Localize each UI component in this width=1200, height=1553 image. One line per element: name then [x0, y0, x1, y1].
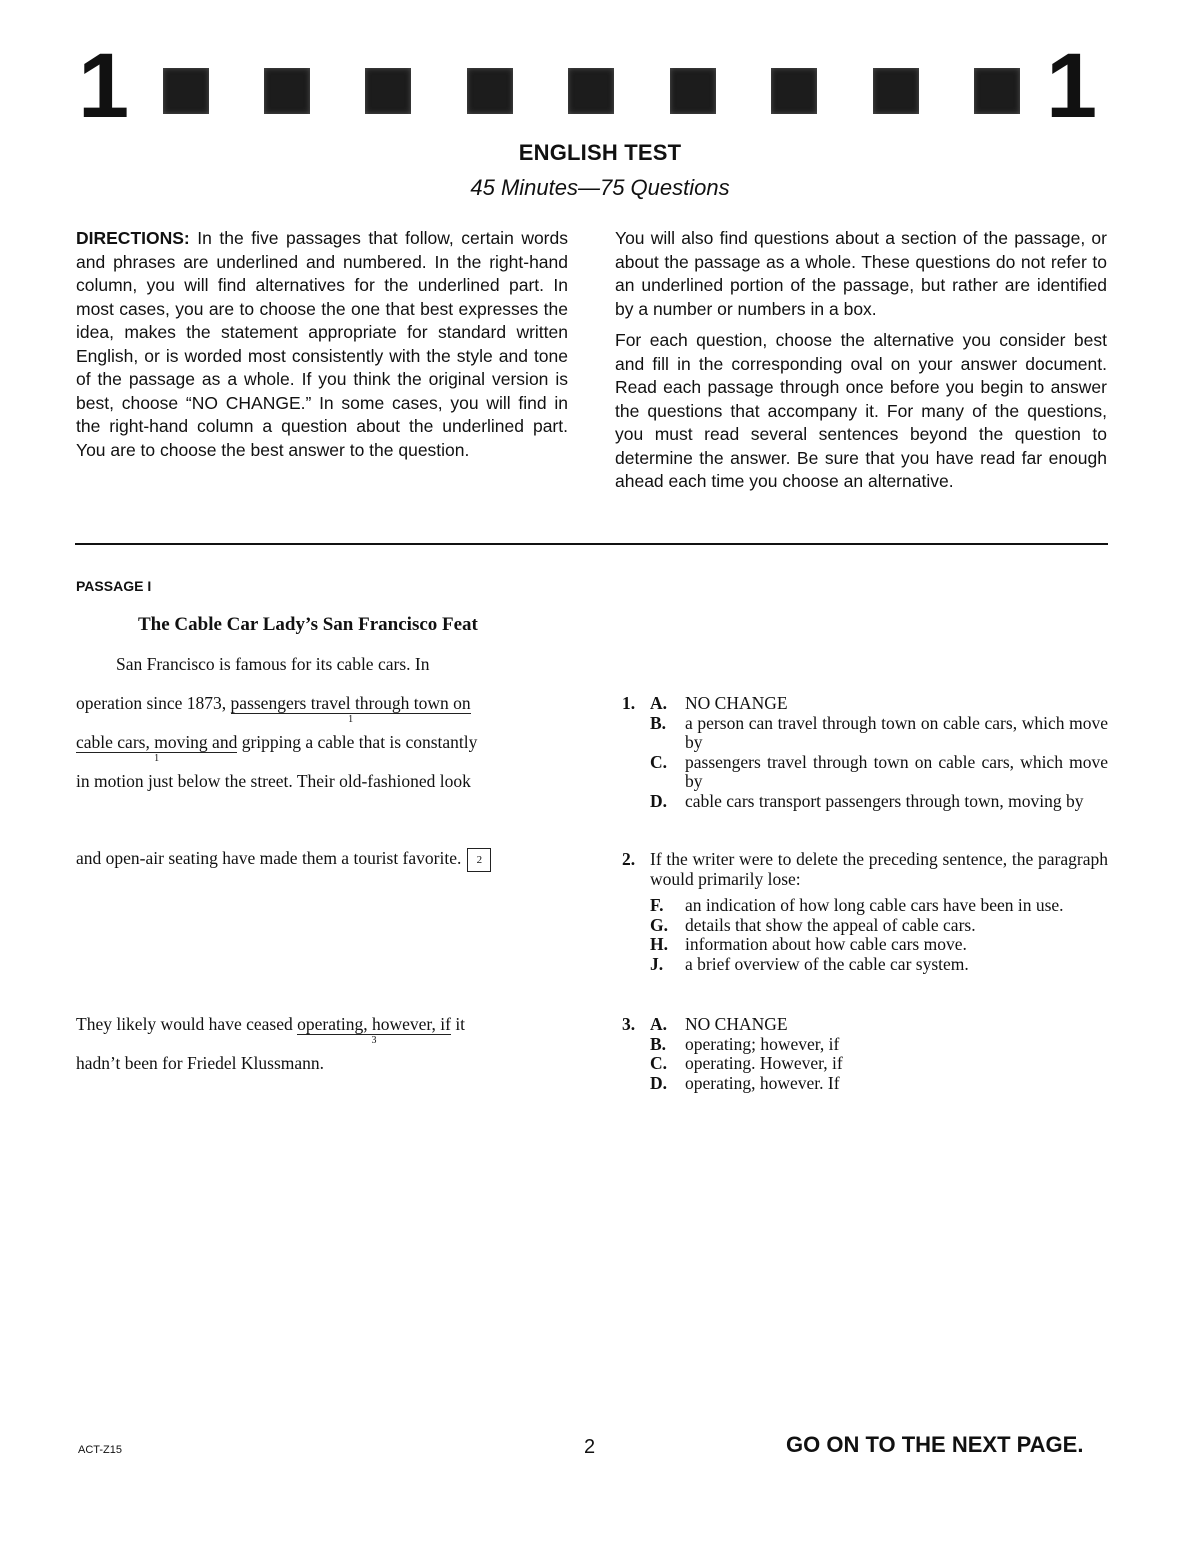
- question-2: [622, 850, 1108, 974]
- header-marker-square: [771, 68, 817, 114]
- underline-number: 1: [154, 753, 160, 764]
- passage-text: operation since 1873,: [76, 693, 231, 713]
- passage-title: The Cable Car Lady’s San Francisco Feat: [138, 614, 478, 635]
- passage-line: [76, 1014, 466, 1046]
- question-number: 3.: [622, 1014, 636, 1034]
- underlined-portion-3[interactable]: [297, 1014, 451, 1046]
- option-text: operating; however, if: [685, 1033, 840, 1054]
- question-1: [622, 694, 1108, 811]
- directions-right-para1: You will also find questions about a section of the passage, or about the passage as a whole. These questions do not refer to an underlined portion of the passage, but rather are identified by a number or numbers in a box.: [615, 228, 1107, 319]
- page-number: 2: [584, 1436, 596, 1458]
- option-text: cable cars transport passengers through town, moving by: [685, 790, 1084, 811]
- answer-option[interactable]: [622, 1015, 1108, 1035]
- underlined-portion-1[interactable]: [230, 693, 471, 725]
- answer-option[interactable]: [622, 714, 1108, 753]
- option-letter: D.: [650, 790, 668, 811]
- option-text: information about how cable cars move.: [685, 934, 967, 954]
- answer-option[interactable]: [622, 916, 1108, 936]
- passage-line: in motion just below the street. Their old-fashioned look: [76, 771, 471, 791]
- option-letter: D.: [650, 1072, 668, 1093]
- option-letter: A.: [650, 693, 668, 713]
- option-text: a brief overview of the cable car system.: [685, 953, 969, 974]
- underlined-text: cable cars, moving and: [76, 732, 238, 752]
- passage-line: [76, 732, 478, 764]
- header-marker-square: [873, 68, 919, 114]
- next-page-notice: GO ON TO THE NEXT PAGE.: [786, 1432, 1084, 1457]
- answer-option[interactable]: [622, 694, 1108, 714]
- option-text: operating, however. If: [685, 1072, 840, 1093]
- option-text: NO CHANGE: [685, 693, 788, 713]
- option-text: details that show the appeal of cable cars.: [685, 914, 976, 935]
- underlined-portion-1[interactable]: [76, 732, 238, 764]
- header-marker-square: [264, 68, 310, 114]
- question-3: [622, 1015, 1108, 1093]
- question-number: 1.: [622, 693, 636, 713]
- passage-text: gripping a cable that is constantly: [237, 732, 478, 752]
- section-number-left: 1: [78, 35, 130, 137]
- answer-option[interactable]: [622, 1054, 1108, 1074]
- option-letter: A.: [650, 1014, 668, 1034]
- directions-right-para2: For each question, choose the alternative you consider best and fill in the corresponding oval on your answer document. Read each passage through once before you begin to answer the questions that accompany it. For many of the questions, you must read several sentences beyond the question to determine the answer. Be sure that you have read far enough ahead each time you choose an alternative.: [615, 330, 1107, 491]
- answer-option[interactable]: [622, 1074, 1108, 1094]
- option-letter: B.: [650, 712, 667, 733]
- option-text: operating. However, if: [685, 1053, 843, 1073]
- answer-option[interactable]: [622, 753, 1108, 792]
- underline-number: 3: [371, 1035, 377, 1046]
- passage-text: it: [450, 1014, 466, 1034]
- question-number: 2.: [622, 849, 636, 869]
- directions-left-text: In the five passages that follow, certain words and phrases are underlined and numbered. In the right-hand column, you will find alternatives for the underlined part. In most cases, you are to choose the one that best expresses the idea, makes the statement appropriate for standard written English, or is worded most consistently with the style and tone of the passage as a whole. If you think the original version is best, choose “NO CHANGE.” In some cases, you will find in the right-hand column a question about the underlined part. You are to choose the best answer to the question.: [76, 228, 568, 460]
- option-text: a person can travel through town on cable cars, which move by: [685, 712, 1108, 752]
- test-code: ACT-Z15: [78, 1444, 123, 1456]
- option-letter: H.: [650, 934, 668, 954]
- directions-right: [615, 227, 1107, 502]
- option-letter: F.: [650, 895, 664, 915]
- option-text: NO CHANGE: [685, 1014, 788, 1034]
- option-letter: G.: [650, 914, 668, 935]
- underline-number: 1: [348, 714, 354, 725]
- question-stem: If the writer were to delete the preceding sentence, the paragraph would primarily lose:: [650, 849, 1108, 889]
- passage-text: and open-air seating have made them a tourist favorite.: [76, 848, 462, 869]
- section-divider: [75, 543, 1108, 545]
- header-marker-square: [974, 68, 1020, 114]
- answer-option[interactable]: [622, 1035, 1108, 1055]
- underlined-text: passengers travel through town on: [230, 693, 471, 713]
- passage-label: PASSAGE I: [76, 578, 152, 594]
- header-marker-square: [568, 68, 614, 114]
- test-subtitle: 45 Minutes—75 Questions: [470, 175, 730, 200]
- option-letter: C.: [650, 1053, 668, 1073]
- option-letter: B.: [650, 1033, 667, 1054]
- answer-option[interactable]: [622, 896, 1108, 916]
- header-marker-square: [163, 68, 209, 114]
- option-text: an indication of how long cable cars have been in use.: [685, 895, 1064, 915]
- passage-line: [76, 693, 471, 725]
- answer-option[interactable]: [622, 955, 1108, 975]
- passage-line: [76, 848, 491, 872]
- header-marker-square: [670, 68, 716, 114]
- test-title: ENGLISH TEST: [518, 140, 682, 165]
- directions-left: [76, 227, 568, 470]
- passage-line: hadn’t been for Friedel Klussmann.: [76, 1053, 325, 1073]
- boxed-question-number[interactable]: 2: [467, 848, 491, 872]
- underlined-text: operating, however, if: [297, 1014, 451, 1034]
- answer-option[interactable]: [622, 792, 1108, 812]
- option-letter: J.: [650, 953, 664, 974]
- option-letter: C.: [650, 751, 668, 772]
- header-marker-square: [467, 68, 513, 114]
- passage-line: San Francisco is famous for its cable cars. In: [116, 654, 430, 674]
- passage-text: They likely would have ceased: [76, 1014, 298, 1034]
- answer-option[interactable]: [622, 935, 1108, 955]
- directions-label: DIRECTIONS:: [76, 228, 190, 248]
- section-number-right: 1: [1046, 35, 1098, 137]
- option-text: passengers travel through town on cable cars, which move by: [685, 751, 1108, 791]
- header-marker-square: [365, 68, 411, 114]
